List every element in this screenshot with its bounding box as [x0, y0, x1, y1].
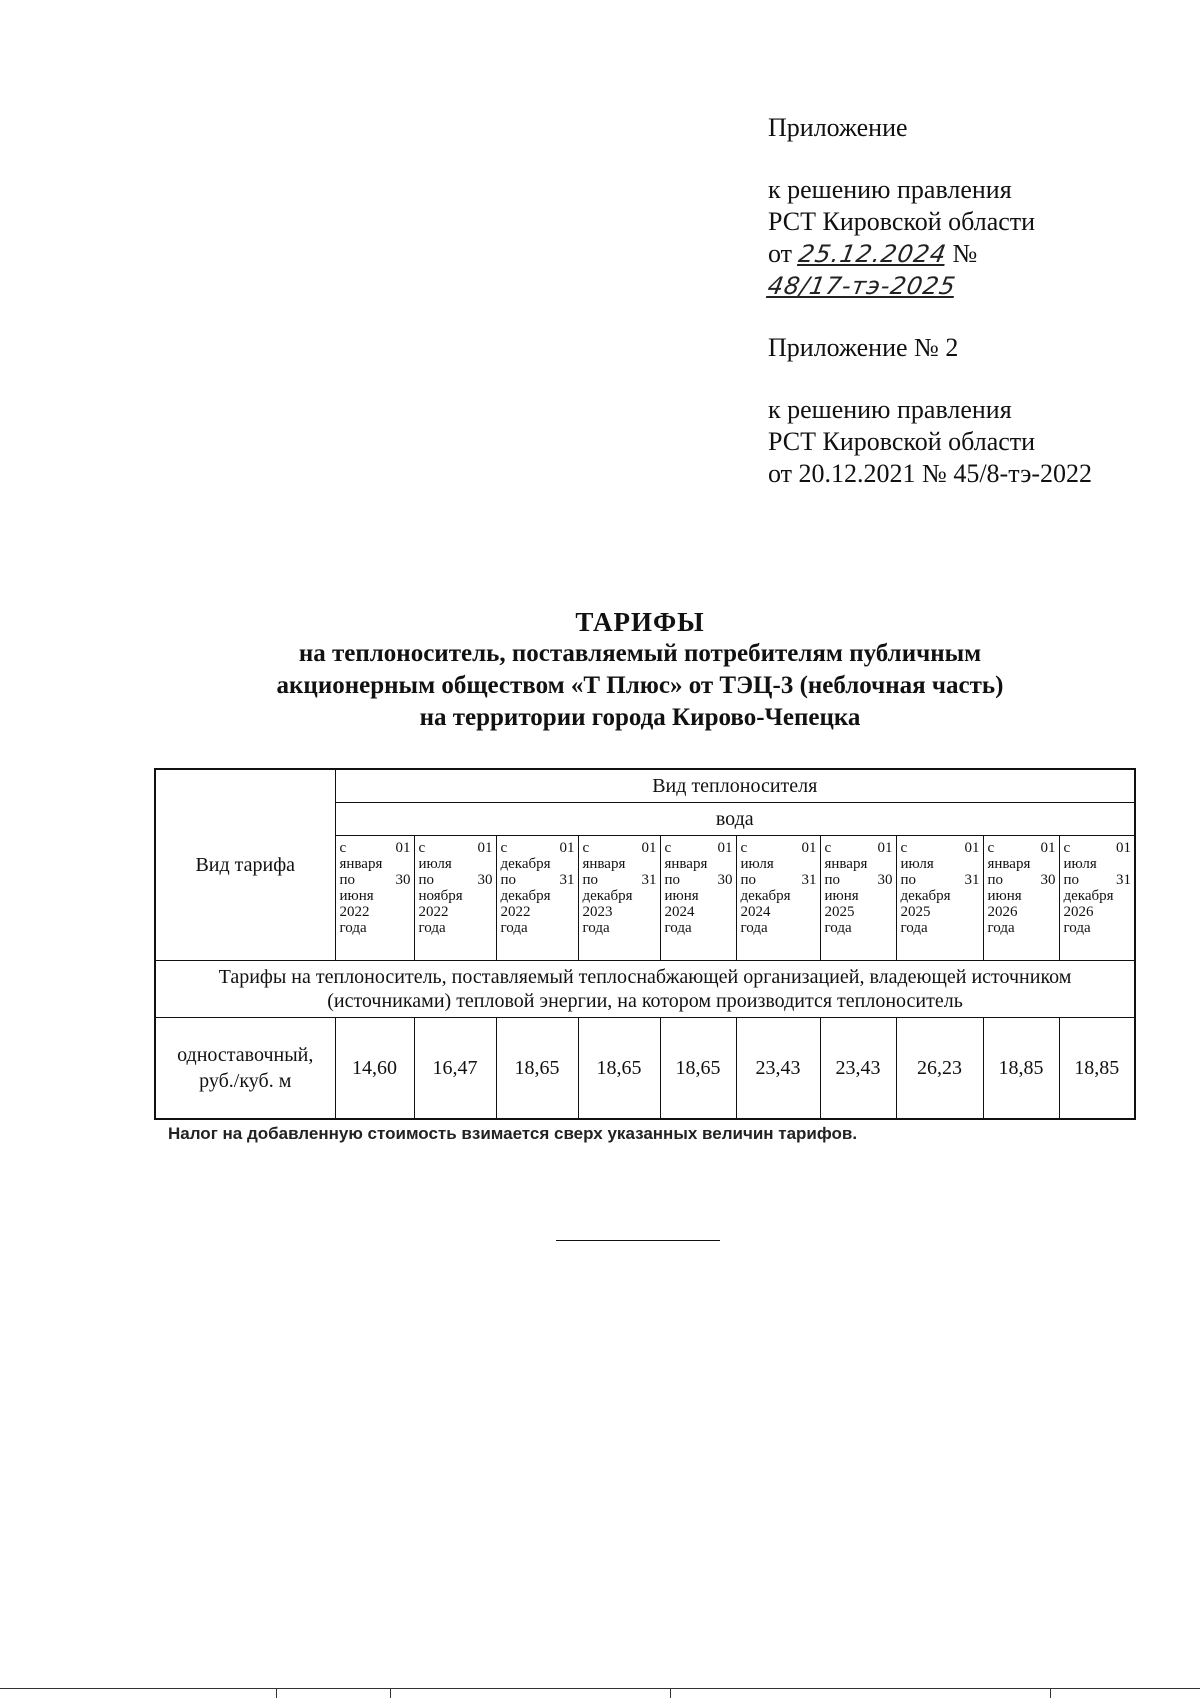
tariff-value-cell: 16,47 [414, 1018, 496, 1120]
period-header-cell [820, 836, 896, 961]
period-end-day: 31 [1116, 872, 1132, 888]
period-end-day: 30 [717, 872, 733, 888]
period-po: по [987, 872, 1004, 888]
period-year: 2022 [339, 904, 370, 920]
period-line [340, 872, 411, 888]
period-god: года [1063, 920, 1091, 936]
period-line [825, 920, 893, 936]
period-line [901, 856, 980, 872]
period-end-day: 31 [559, 872, 575, 888]
period-start-day: 01 [477, 840, 493, 856]
period-line [901, 840, 980, 856]
period-po: по [500, 872, 517, 888]
period-line [988, 872, 1056, 888]
period-start-month: января [664, 856, 708, 872]
appendix-label: Приложение [768, 113, 908, 142]
period-start-month: июля [1063, 856, 1097, 872]
tariff-value-cell: 18,65 [496, 1018, 578, 1120]
decision-no-sign: № [952, 239, 978, 268]
period-header-cell [1059, 836, 1135, 961]
rate-name-line-1: одноставочный, [177, 1044, 314, 1066]
period-line [901, 920, 980, 936]
handwritten-number: 48/17-тэ-2025 [765, 272, 959, 300]
period-line [583, 856, 657, 872]
vat-note: Налог на добавленную стоимость взимается сверх указанных величин тарифов. [168, 1124, 858, 1143]
tariff-value-cell: 23,43 [736, 1018, 820, 1120]
tariff-value-cell: 18,65 [578, 1018, 660, 1120]
period-header-cell [736, 836, 820, 961]
period-start-day: 01 [801, 840, 817, 856]
period-line [583, 872, 657, 888]
period-header-cell [335, 836, 414, 961]
period-end-month: ноября [418, 888, 463, 904]
period-po: по [339, 872, 356, 888]
period-god: года [418, 920, 446, 936]
period-line [1064, 840, 1132, 856]
period-god: года [339, 920, 367, 936]
period-end-day: 30 [877, 872, 893, 888]
period-line [665, 856, 733, 872]
period-header-cell [983, 836, 1059, 961]
period-line [501, 920, 575, 936]
period-line [583, 840, 657, 856]
period-line [741, 920, 817, 936]
period-start-month: января [824, 856, 868, 872]
period-line [741, 904, 817, 920]
period-year: 2024 [664, 904, 695, 920]
period-god: года [900, 920, 928, 936]
period-start-month: декабря [500, 856, 551, 872]
period-year: 2023 [582, 904, 613, 920]
period-line [825, 856, 893, 872]
period-start-month: января [987, 856, 1031, 872]
period-line [419, 856, 493, 872]
period-end-month: декабря [500, 888, 551, 904]
period-po: по [664, 872, 681, 888]
period-end-month: июня [339, 888, 374, 904]
original-line-2: РСТ Кировской области [768, 427, 1036, 456]
period-end-month: июня [824, 888, 859, 904]
period-line [741, 872, 817, 888]
period-line [665, 920, 733, 936]
period-start-day: 01 [877, 840, 893, 856]
period-line [825, 872, 893, 888]
period-end-day: 31 [641, 872, 657, 888]
period-line [340, 840, 411, 856]
period-end-month: июня [987, 888, 1022, 904]
period-line [1064, 920, 1132, 936]
period-god: года [582, 920, 610, 936]
period-start-month: июля [900, 856, 934, 872]
period-line [825, 904, 893, 920]
period-po: по [900, 872, 917, 888]
title-line-1: на теплоноситель, поставляемый потребителям публичным [298, 640, 982, 667]
period-po: по [582, 872, 599, 888]
period-c: с [664, 840, 672, 856]
period-line [665, 904, 733, 920]
period-line [340, 856, 411, 872]
tariff-value-cell: 23,43 [820, 1018, 896, 1120]
period-start-day: 01 [717, 840, 733, 856]
footer-tick [1050, 1688, 1051, 1698]
decision-line-1: к решению правления [768, 175, 1012, 204]
period-year: 2025 [900, 904, 931, 920]
tariff-value-cell: 18,85 [1059, 1018, 1135, 1120]
period-end-day: 31 [801, 872, 817, 888]
header-block [765, 112, 1168, 490]
period-start-day: 01 [1040, 840, 1056, 856]
period-line [741, 840, 817, 856]
title-main: ТАРИФЫ [575, 607, 705, 637]
footer-tick [390, 1688, 391, 1698]
separator-line [556, 1240, 720, 1241]
period-end-day: 30 [1040, 872, 1056, 888]
period-header-cell [578, 836, 660, 961]
period-start-day: 01 [641, 840, 657, 856]
tariff-value-cell: 14,60 [335, 1018, 414, 1120]
title-line-2: акционерным обществом «Т Плюс» от ТЭЦ-3 (неблочная часть) [276, 672, 1004, 699]
period-po: по [1063, 872, 1080, 888]
period-line [741, 856, 817, 872]
document-title [140, 606, 1140, 734]
period-start-month: июля [418, 856, 452, 872]
period-line [988, 840, 1056, 856]
period-header-cell [414, 836, 496, 961]
period-year: 2024 [740, 904, 771, 920]
tariff-value-cell: 18,85 [983, 1018, 1059, 1120]
period-line [665, 888, 733, 904]
period-end-day: 30 [395, 872, 411, 888]
period-line [340, 888, 411, 904]
period-line [1064, 888, 1132, 904]
period-line [501, 888, 575, 904]
period-god: года [664, 920, 692, 936]
period-line [901, 888, 980, 904]
period-c: с [900, 840, 908, 856]
period-god: года [740, 920, 768, 936]
period-start-day: 01 [559, 840, 575, 856]
decision-from: от [768, 239, 793, 268]
period-start-month: июля [740, 856, 774, 872]
period-c: с [987, 840, 995, 856]
period-line [988, 856, 1056, 872]
period-line [1064, 872, 1132, 888]
period-line [583, 904, 657, 920]
handwritten-date: 25.12.2024 [796, 240, 949, 268]
period-c: с [824, 840, 832, 856]
period-end-month: декабря [582, 888, 633, 904]
period-line [419, 904, 493, 920]
period-end-month: декабря [900, 888, 951, 904]
decision-ref [765, 238, 1168, 302]
period-start-day: 01 [395, 840, 411, 856]
period-end-month: декабря [1063, 888, 1114, 904]
period-god: года [987, 920, 1015, 936]
period-line [501, 856, 575, 872]
period-header-cell [496, 836, 578, 961]
tariff-value-cell: 18,65 [660, 1018, 736, 1120]
period-line [1064, 904, 1132, 920]
period-line [501, 872, 575, 888]
footer-line [0, 1688, 1200, 1689]
period-c: с [582, 840, 590, 856]
carrier-header: Вид теплоносителя [335, 769, 1135, 803]
period-line [501, 904, 575, 920]
period-line [901, 872, 980, 888]
title-line-3: на территории города Кирово-Чепецка [419, 704, 861, 731]
period-start-day: 01 [1116, 840, 1132, 856]
appendix-2-label: Приложение № 2 [768, 333, 959, 362]
period-line [340, 920, 411, 936]
original-line-1: к решению правления [768, 395, 1012, 424]
carrier-value: вода [335, 803, 1135, 836]
period-god: года [824, 920, 852, 936]
period-line [583, 920, 657, 936]
period-header-cell [660, 836, 736, 961]
period-c: с [418, 840, 426, 856]
period-line [665, 840, 733, 856]
period-line [988, 888, 1056, 904]
period-line [988, 904, 1056, 920]
original-ref: от 20.12.2021 № 45/8-тэ-2022 [768, 459, 1093, 488]
period-year: 2022 [418, 904, 449, 920]
tariff-table [154, 768, 1136, 1120]
period-line [825, 888, 893, 904]
period-year: 2025 [824, 904, 855, 920]
period-start-day: 01 [964, 840, 980, 856]
period-header-cell [896, 836, 983, 961]
period-line [825, 840, 893, 856]
value-row [155, 1018, 1135, 1120]
period-line [501, 840, 575, 856]
period-c: с [500, 840, 508, 856]
section-text: Тарифы на теплоноситель, поставляемый теплоснабжающей организацией, владеющей источником (источниками) тепловой энергии, на котором производится теплоноситель [155, 961, 1135, 1018]
rate-name [155, 1018, 335, 1120]
period-end-month: июня [664, 888, 699, 904]
period-start-month: января [339, 856, 383, 872]
period-line [419, 872, 493, 888]
period-line [1064, 856, 1132, 872]
period-line [988, 920, 1056, 936]
period-end-day: 30 [477, 872, 493, 888]
period-c: с [740, 840, 748, 856]
period-end-month: декабря [740, 888, 791, 904]
period-po: по [418, 872, 435, 888]
period-line [340, 904, 411, 920]
period-start-month: января [582, 856, 626, 872]
footer-tick [670, 1688, 671, 1698]
period-line [741, 888, 817, 904]
period-end-day: 31 [964, 872, 980, 888]
decision-line-2: РСТ Кировской области [768, 207, 1036, 236]
period-line [419, 888, 493, 904]
tariff-kind-header: Вид тарифа [155, 769, 335, 961]
period-line [419, 840, 493, 856]
period-year: 2026 [987, 904, 1018, 920]
footer-tick [276, 1688, 277, 1698]
period-year: 2022 [500, 904, 531, 920]
rate-name-line-2: руб./куб. м [199, 1070, 292, 1092]
period-c: с [1063, 840, 1071, 856]
period-line [419, 920, 493, 936]
period-line [901, 904, 980, 920]
period-c: с [339, 840, 347, 856]
period-year: 2026 [1063, 904, 1094, 920]
period-line [583, 888, 657, 904]
period-po: по [824, 872, 841, 888]
tariff-value-cell: 26,23 [896, 1018, 983, 1120]
period-po: по [740, 872, 757, 888]
period-god: года [500, 920, 528, 936]
period-line [665, 872, 733, 888]
section-row [155, 961, 1135, 1018]
